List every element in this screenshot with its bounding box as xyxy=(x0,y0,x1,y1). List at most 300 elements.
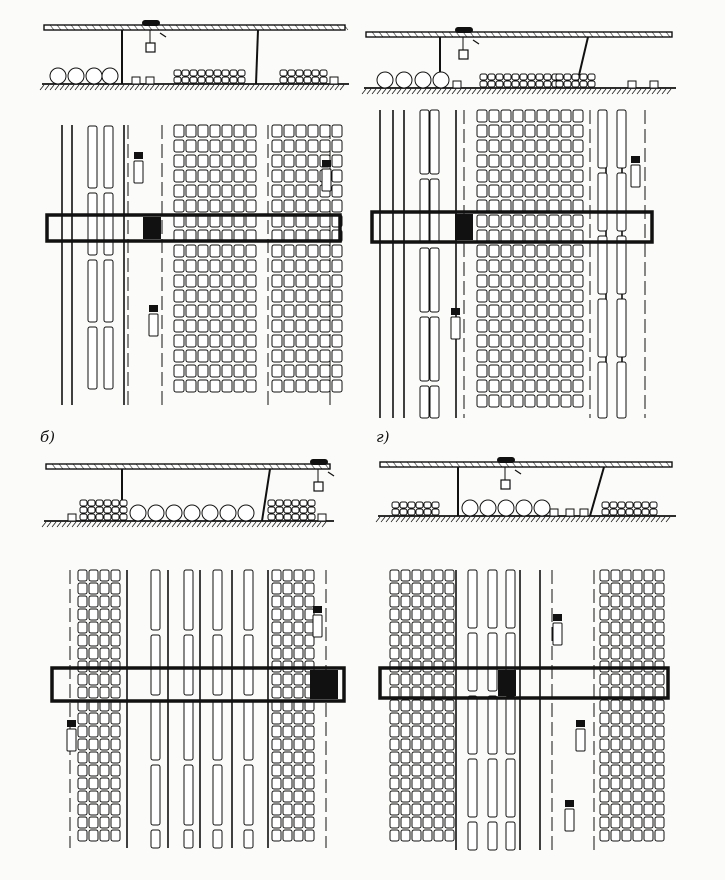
container-stack xyxy=(412,713,421,724)
container-stack xyxy=(89,648,98,659)
container-stack xyxy=(284,350,294,362)
elevation-vehicle xyxy=(132,77,140,84)
crane-trolley-position xyxy=(455,214,473,240)
ground-hatch xyxy=(87,522,91,527)
container-stack xyxy=(272,290,282,302)
container-stack xyxy=(390,791,399,802)
container-stack xyxy=(89,713,98,724)
container-stack xyxy=(296,245,306,257)
container-stack xyxy=(294,830,303,841)
ground-hatch xyxy=(130,85,134,90)
container-stack xyxy=(501,335,511,347)
container-stack xyxy=(537,320,547,332)
container-stack xyxy=(434,752,443,763)
container-stack xyxy=(633,570,642,581)
roll-cargo xyxy=(166,505,182,521)
rail-wagon xyxy=(184,765,193,825)
ground-hatch xyxy=(295,85,299,90)
ground-hatch xyxy=(386,517,390,522)
elevation-vehicle xyxy=(628,81,636,88)
container-stack xyxy=(513,170,523,182)
ground-hatch xyxy=(387,89,391,94)
ground-hatch xyxy=(446,517,450,522)
ground-hatch xyxy=(315,85,319,90)
elevation-container xyxy=(618,502,625,508)
container-stack xyxy=(272,726,281,737)
container-stack xyxy=(513,215,523,227)
container-stack xyxy=(296,320,306,332)
ground-hatch xyxy=(177,522,181,527)
ground-hatch xyxy=(417,89,421,94)
container-stack xyxy=(401,804,410,815)
container-stack xyxy=(489,170,499,182)
container-stack xyxy=(111,765,120,776)
container-stack xyxy=(401,609,410,620)
ground-hatch xyxy=(487,89,491,94)
container-stack xyxy=(308,260,318,272)
container-stack xyxy=(78,765,87,776)
ground-hatch xyxy=(142,522,146,527)
elevation-container xyxy=(312,77,319,83)
container-stack xyxy=(89,687,98,698)
container-stack xyxy=(174,320,184,332)
container-stack xyxy=(234,380,244,392)
elevation-container xyxy=(504,74,511,80)
ground-hatch xyxy=(641,517,645,522)
ground-hatch xyxy=(621,517,625,522)
container-stack xyxy=(246,380,256,392)
elevation-container xyxy=(88,500,95,506)
ground-hatch xyxy=(110,85,114,90)
ground-hatch xyxy=(566,517,570,522)
ground-hatch xyxy=(180,85,184,90)
container-stack xyxy=(489,215,499,227)
ground-hatch xyxy=(250,85,254,90)
container-stack xyxy=(272,583,281,594)
rail-wagon xyxy=(617,110,626,168)
container-stack xyxy=(549,245,559,257)
elevation-container xyxy=(528,81,535,87)
ground-hatch xyxy=(225,85,229,90)
container-stack xyxy=(655,778,664,789)
container-stack xyxy=(644,713,653,724)
ground-hatch xyxy=(507,89,511,94)
container-stack xyxy=(561,320,571,332)
ground-hatch xyxy=(557,89,561,94)
container-stack xyxy=(549,155,559,167)
elevation-vehicle xyxy=(580,509,588,516)
container-stack xyxy=(633,648,642,659)
ground-hatch xyxy=(571,517,575,522)
ground-hatch xyxy=(62,522,66,527)
container-stack xyxy=(174,275,184,287)
container-stack xyxy=(489,275,499,287)
container-stack xyxy=(89,830,98,841)
ground-hatch xyxy=(577,89,581,94)
ground-hatch xyxy=(107,522,111,527)
container-stack xyxy=(390,648,399,659)
crane-trolley-position xyxy=(498,670,516,696)
container-stack xyxy=(537,365,547,377)
container-stack xyxy=(633,609,642,620)
container-stack xyxy=(210,200,220,212)
ground-hatch xyxy=(376,517,380,522)
elevation-container xyxy=(222,77,229,83)
container-stack xyxy=(611,817,620,828)
ground-hatch xyxy=(77,522,81,527)
container-stack xyxy=(537,275,547,287)
hoist-spreader xyxy=(501,480,510,489)
ground-hatch xyxy=(657,89,661,94)
container-stack xyxy=(174,155,184,167)
container-stack xyxy=(655,674,664,685)
elevation-container xyxy=(626,502,633,508)
ground-hatch xyxy=(471,517,475,522)
container-stack xyxy=(272,140,282,152)
container-stack xyxy=(573,350,583,362)
container-stack xyxy=(308,365,318,377)
rail-wagon xyxy=(88,260,97,322)
container-stack xyxy=(401,583,410,594)
ground-hatch xyxy=(556,517,560,522)
elevation-container xyxy=(206,70,213,76)
container-stack xyxy=(308,155,318,167)
elevation-container xyxy=(564,81,571,87)
container-stack xyxy=(412,739,421,750)
crane-cab xyxy=(515,470,521,474)
container-stack xyxy=(305,791,314,802)
rail-wagon xyxy=(151,830,160,848)
elevation-container xyxy=(276,507,283,513)
container-stack xyxy=(489,140,499,152)
roll-cargo xyxy=(50,68,66,84)
container-stack xyxy=(222,215,232,227)
container-stack xyxy=(320,200,330,212)
container-stack xyxy=(525,170,535,182)
container-stack xyxy=(549,260,559,272)
rail-wagon xyxy=(617,173,626,231)
container-stack xyxy=(549,230,559,242)
hoist-spreader xyxy=(146,43,155,52)
container-stack xyxy=(332,185,342,197)
container-stack xyxy=(284,275,294,287)
road-truck xyxy=(576,729,585,751)
rail-wagon xyxy=(184,635,193,695)
container-stack xyxy=(655,817,664,828)
elevation-container xyxy=(80,514,87,520)
container-stack xyxy=(111,596,120,607)
container-stack xyxy=(561,215,571,227)
ground-hatch xyxy=(45,85,49,90)
container-stack xyxy=(198,170,208,182)
container-stack xyxy=(100,596,109,607)
crane-girder xyxy=(46,464,330,469)
container-stack xyxy=(445,817,454,828)
container-stack xyxy=(501,155,511,167)
container-stack xyxy=(501,275,511,287)
container-stack xyxy=(222,350,232,362)
container-stack xyxy=(296,380,306,392)
container-stack xyxy=(100,674,109,685)
rail-wagon xyxy=(104,193,113,255)
elevation-container xyxy=(536,74,543,80)
ground-hatch xyxy=(582,89,586,94)
rail-wagon xyxy=(244,830,253,848)
ground-hatch xyxy=(636,517,640,522)
ground-hatch xyxy=(596,517,600,522)
elevation-container xyxy=(296,77,303,83)
container-stack xyxy=(655,596,664,607)
container-stack xyxy=(549,275,559,287)
rail-wagon xyxy=(213,700,222,760)
rail-wagon xyxy=(430,317,439,381)
container-stack xyxy=(234,305,244,317)
road-truck xyxy=(565,809,574,831)
elevation-container xyxy=(642,509,649,515)
container-stack xyxy=(272,830,281,841)
container-stack xyxy=(489,290,499,302)
crane-bridge-v xyxy=(372,212,652,242)
container-stack xyxy=(477,350,487,362)
ground-hatch xyxy=(457,89,461,94)
elevation-container xyxy=(400,502,407,508)
ground-hatch xyxy=(72,522,76,527)
roll-cargo xyxy=(202,505,218,521)
ground-hatch xyxy=(651,517,655,522)
elevation-container xyxy=(650,502,657,508)
container-stack xyxy=(525,155,535,167)
elevation-container xyxy=(528,74,535,80)
container-stack xyxy=(445,804,454,815)
container-stack xyxy=(573,110,583,122)
container-stack xyxy=(633,752,642,763)
container-stack xyxy=(198,140,208,152)
elevation-container xyxy=(392,509,399,515)
container-stack xyxy=(272,170,282,182)
container-stack xyxy=(573,305,583,317)
container-stack xyxy=(611,778,620,789)
ground-hatch xyxy=(462,89,466,94)
container-stack xyxy=(234,185,244,197)
ground-hatch xyxy=(382,89,386,94)
container-stack xyxy=(401,726,410,737)
roll-cargo xyxy=(516,500,532,516)
container-stack xyxy=(561,395,571,407)
panel-label-g: г) xyxy=(376,428,390,446)
container-stack xyxy=(210,140,220,152)
elevation-container xyxy=(276,514,283,520)
ground-hatch xyxy=(255,85,259,90)
rail-wagon xyxy=(430,386,439,418)
container-stack xyxy=(513,395,523,407)
container-stack xyxy=(655,622,664,633)
elevation-container xyxy=(308,500,315,506)
container-stack xyxy=(272,215,282,227)
container-stack xyxy=(100,713,109,724)
ground-hatch xyxy=(152,522,156,527)
container-stack xyxy=(501,230,511,242)
container-stack xyxy=(611,752,620,763)
container-stack xyxy=(210,215,220,227)
rail-wagon xyxy=(488,570,497,628)
container-stack xyxy=(622,674,631,685)
ground-hatch xyxy=(391,517,395,522)
elevation-container xyxy=(112,514,119,520)
container-stack xyxy=(390,830,399,841)
container-stack xyxy=(210,305,220,317)
elevation-container xyxy=(174,77,181,83)
ground-hatch xyxy=(617,89,621,94)
container-stack xyxy=(611,791,620,802)
elevation-container xyxy=(174,70,181,76)
container-stack xyxy=(489,335,499,347)
road-truck xyxy=(322,169,331,191)
elevation-container xyxy=(400,509,407,515)
ground-hatch xyxy=(527,89,531,94)
road-truck xyxy=(313,615,322,637)
container-stack xyxy=(305,739,314,750)
ground-hatch xyxy=(282,522,286,527)
ground-hatch xyxy=(642,89,646,94)
elevation-container xyxy=(300,514,307,520)
container-stack xyxy=(246,320,256,332)
rail-wagon xyxy=(598,236,607,294)
container-stack xyxy=(246,170,256,182)
container-stack xyxy=(525,125,535,137)
container-stack xyxy=(272,739,281,750)
container-stack xyxy=(308,290,318,302)
container-stack xyxy=(434,700,443,711)
container-stack xyxy=(655,765,664,776)
elevation-a xyxy=(40,20,349,90)
container-stack xyxy=(284,245,294,257)
container-stack xyxy=(561,185,571,197)
container-stack xyxy=(477,170,487,182)
container-stack xyxy=(537,140,547,152)
container-stack xyxy=(549,320,559,332)
container-stack xyxy=(186,155,196,167)
container-stack xyxy=(644,596,653,607)
container-stack xyxy=(489,230,499,242)
rail-wagon xyxy=(506,696,515,754)
container-stack xyxy=(210,275,220,287)
container-stack xyxy=(633,791,642,802)
container-stack xyxy=(501,245,511,257)
container-stack xyxy=(423,765,432,776)
container-stack xyxy=(234,245,244,257)
elevation-container xyxy=(602,509,609,515)
ground-hatch xyxy=(431,517,435,522)
container-stack xyxy=(611,635,620,646)
container-stack xyxy=(434,674,443,685)
container-stack xyxy=(390,765,399,776)
elevation-container xyxy=(88,514,95,520)
container-stack xyxy=(100,778,109,789)
elevation-container xyxy=(610,509,617,515)
container-stack xyxy=(186,215,196,227)
container-stack xyxy=(294,791,303,802)
container-stack xyxy=(622,609,631,620)
container-stack xyxy=(246,305,256,317)
container-stack xyxy=(644,765,653,776)
container-stack xyxy=(537,125,547,137)
elevation-container xyxy=(432,509,439,515)
elevation-container xyxy=(634,509,641,515)
container-stack xyxy=(501,170,511,182)
container-stack xyxy=(501,125,511,137)
rail-wagon xyxy=(598,173,607,231)
ground-hatch xyxy=(496,517,500,522)
elevation-container xyxy=(320,70,327,76)
elevation-container xyxy=(308,507,315,513)
rail-wagon xyxy=(151,765,160,825)
elevation-container xyxy=(280,77,287,83)
container-stack xyxy=(186,335,196,347)
container-stack xyxy=(622,804,631,815)
container-stack xyxy=(78,570,87,581)
container-stack xyxy=(434,778,443,789)
container-stack xyxy=(272,200,282,212)
container-stack xyxy=(100,817,109,828)
container-stack xyxy=(655,635,664,646)
container-stack xyxy=(296,200,306,212)
container-stack xyxy=(294,609,303,620)
ground-hatch xyxy=(162,522,166,527)
container-stack xyxy=(573,290,583,302)
rail-wagon xyxy=(598,362,607,418)
elevation-container xyxy=(198,77,205,83)
container-stack xyxy=(633,817,642,828)
container-stack xyxy=(644,622,653,633)
rail-wagon xyxy=(213,765,222,825)
ground-hatch xyxy=(165,85,169,90)
container-stack xyxy=(78,713,87,724)
container-stack xyxy=(198,290,208,302)
container-stack xyxy=(78,687,87,698)
container-stack xyxy=(186,245,196,257)
elevation-container xyxy=(610,502,617,508)
container-stack xyxy=(489,305,499,317)
elevation-container xyxy=(288,77,295,83)
container-stack xyxy=(600,726,609,737)
container-stack xyxy=(320,350,330,362)
container-stack xyxy=(174,215,184,227)
container-stack xyxy=(537,350,547,362)
container-stack xyxy=(222,125,232,137)
ground-hatch xyxy=(42,522,46,527)
container-stack xyxy=(434,817,443,828)
container-stack xyxy=(445,583,454,594)
container-stack xyxy=(611,804,620,815)
container-stack xyxy=(477,275,487,287)
container-stack xyxy=(296,275,306,287)
container-stack xyxy=(423,778,432,789)
ground-hatch xyxy=(626,517,630,522)
container-stack xyxy=(234,170,244,182)
container-stack xyxy=(537,335,547,347)
ground-hatch xyxy=(497,89,501,94)
ground-hatch xyxy=(170,85,174,90)
container-stack xyxy=(549,305,559,317)
container-stack xyxy=(272,752,281,763)
container-stack xyxy=(549,170,559,182)
container-stack xyxy=(320,275,330,287)
ground-hatch xyxy=(115,85,119,90)
ground-hatch xyxy=(466,517,470,522)
container-stack xyxy=(525,320,535,332)
elevation-container xyxy=(588,74,595,80)
crane-bridge-outline xyxy=(372,212,652,242)
